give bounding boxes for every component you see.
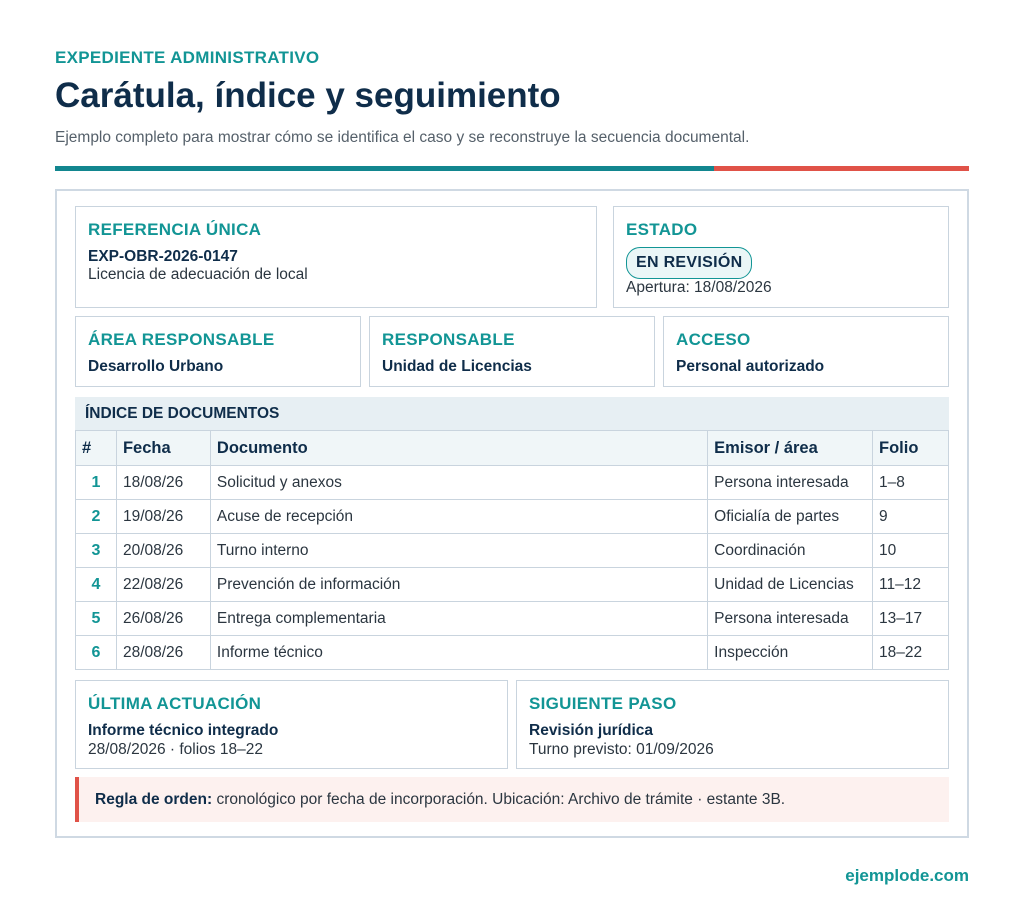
area-value: Desarrollo Urbano [88,358,224,375]
document-kicker: EXPEDIENTE ADMINISTRATIVO [55,48,320,67]
row-emisor: Persona interesada [708,602,873,636]
row-fecha: 18/08/26 [116,466,210,500]
footer-site: ejemplode.com [845,866,969,885]
row-documento: Solicitud y anexos [210,466,707,500]
row-documento: Informe técnico [210,636,707,670]
referencia-box [75,206,597,308]
acceso-value: Personal autorizado [676,358,825,375]
row-number: 3 [76,534,117,568]
row-emisor: Inspección [708,636,873,670]
row-emisor: Persona interesada [708,466,873,500]
row-folio: 9 [873,500,949,534]
row-number: 6 [76,636,117,670]
area-label: ÁREA RESPONSABLE [88,330,275,349]
acceso-box [663,316,949,387]
column-header-documento: Documento [210,431,707,466]
note-label: Regla de orden: [95,791,213,808]
table-row [76,466,949,500]
row-fecha: 28/08/26 [116,636,210,670]
row-documento: Prevención de información [210,568,707,602]
status-badge: EN REVISIÓN [626,247,752,279]
row-folio: 10 [873,534,949,568]
referencia-id: EXP-OBR-2026-0147 [88,248,238,265]
siguiente-paso-box [516,680,949,769]
responsable-label: RESPONSABLE [382,330,515,349]
table-row [76,636,949,670]
row-fecha: 19/08/26 [116,500,210,534]
note-text: cronológico por fecha de incorporación. Ubicación: Archivo de trámite · estante 3B. [212,791,786,808]
table-row [76,500,949,534]
row-emisor: Unidad de Licencias [708,568,873,602]
responsable-box [369,316,655,387]
row-number: 1 [76,466,117,500]
row-folio: 11–12 [873,568,949,602]
referencia-descripcion: Licencia de adecuación de local [88,266,308,283]
row-folio: 1–8 [873,466,949,500]
ultima-detail: 28/08/2026 · folios 18–22 [88,741,263,758]
ultima-label: ÚLTIMA ACTUACIÓN [88,694,262,713]
referencia-label: REFERENCIA ÚNICA [88,220,262,239]
ultima-actuacion-box [75,680,508,769]
page-title: Carátula, índice y seguimiento [55,76,561,115]
row-documento: Entrega complementaria [210,602,707,636]
header-rule [55,166,969,171]
row-fecha: 26/08/26 [116,602,210,636]
estado-box [613,206,949,308]
row-emisor: Oficialía de partes [708,500,873,534]
order-rule-note [75,777,949,822]
row-number: 2 [76,500,117,534]
siguiente-label: SIGUIENTE PASO [529,694,677,713]
row-number: 4 [76,568,117,602]
column-header-fecha: Fecha [116,431,210,466]
table-row [76,534,949,568]
indice-title: ÍNDICE DE DOCUMENTOS [75,397,949,430]
siguiente-detail: Turno previsto: 01/09/2026 [529,741,714,758]
header-rule-teal [55,166,714,171]
siguiente-title: Revisión jurídica [529,722,654,739]
table-header-row [76,431,949,466]
table-row [76,602,949,636]
area-box [75,316,361,387]
ultima-title: Informe técnico integrado [88,722,279,739]
row-documento: Turno interno [210,534,707,568]
row-number: 5 [76,602,117,636]
row-folio: 18–22 [873,636,949,670]
table-row [76,568,949,602]
documents-table [75,430,949,670]
page-subtitle: Ejemplo completo para mostrar cómo se identifica el caso y se reconstruye la secuencia documental. [55,129,750,146]
column-header-emisor: Emisor / área [708,431,873,466]
responsable-value: Unidad de Licencias [382,358,532,375]
header-rule-red [714,166,969,171]
estado-label: ESTADO [626,220,698,239]
row-documento: Acuse de recepción [210,500,707,534]
row-emisor: Coordinación [708,534,873,568]
acceso-label: ACCESO [676,330,751,349]
estado-apertura: Apertura: 18/08/2026 [626,279,772,296]
row-folio: 13–17 [873,602,949,636]
row-fecha: 20/08/26 [116,534,210,568]
row-fecha: 22/08/26 [116,568,210,602]
column-header-number: # [76,431,117,466]
column-header-folio: Folio [873,431,949,466]
